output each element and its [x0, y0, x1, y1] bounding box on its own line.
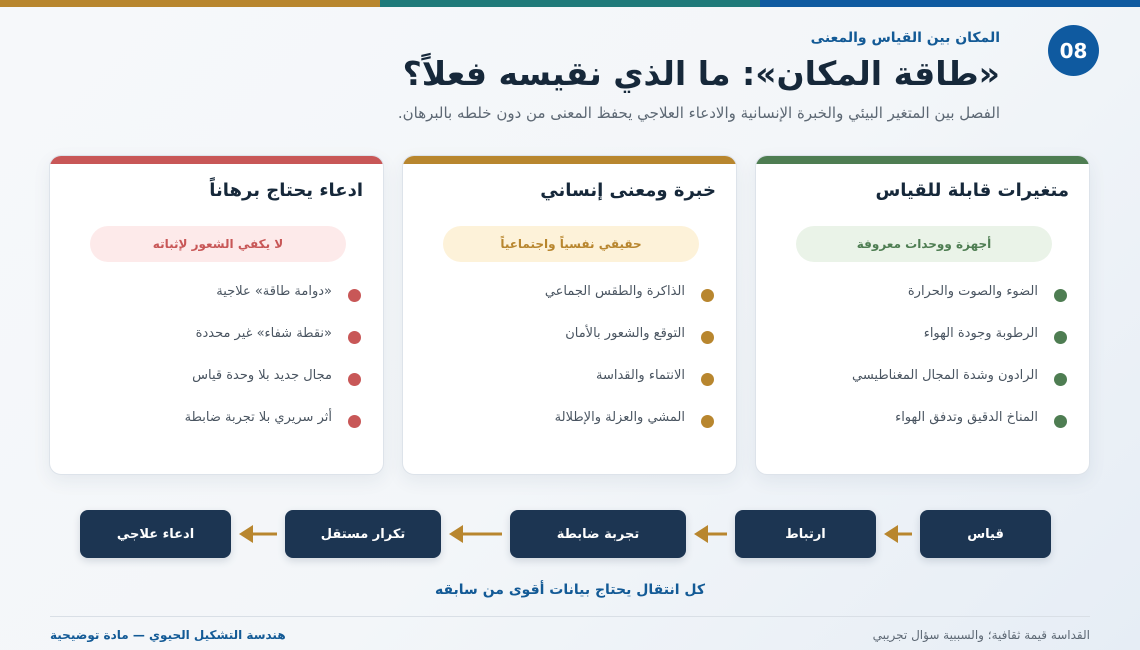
bullet-dot-icon [1054, 373, 1067, 386]
list-item [545, 368, 714, 410]
list-item-text: «دوامة طاقة» علاجية [216, 284, 332, 299]
section-kicker: المكان بين القياس والمعنى [810, 30, 1000, 46]
bullet-dot-icon [701, 331, 714, 344]
flow-step-therapeutic-claim: ادعاء علاجي [80, 510, 231, 558]
top-bar-segment-blue [760, 0, 1140, 7]
list-item [852, 410, 1067, 452]
list-item-text: الضوء والصوت والحرارة [907, 284, 1038, 299]
flow-arrow-left-icon [239, 524, 277, 544]
bullet-dot-icon [701, 373, 714, 386]
list-item-text: الرادون وشدة المجال المغناطيسي [851, 368, 1038, 383]
list-item [185, 410, 361, 452]
footer-note: القداسة قيمة ثقافية؛ والسببية سؤال تجريبي [872, 628, 1090, 642]
card-tag-pill: لا يكفي الشعور لإثباته [90, 226, 346, 262]
flow-step-measurement: قياس [920, 510, 1051, 558]
card-title: خبرة ومعنى إنساني [540, 180, 716, 201]
card-tag-pill: أجهزة ووحدات معروفة [796, 226, 1052, 262]
top-bar-segment-gold [0, 0, 380, 7]
list-item-text: أثر سريري بلا تجربة ضابطة [184, 410, 332, 425]
flow-step-controlled-trial: تجربة ضابطة [510, 510, 686, 558]
list-item-text: الانتماء والقداسة [595, 368, 685, 383]
card-accent-bar [756, 156, 1089, 164]
list-item [545, 326, 714, 368]
card-accent-bar [50, 156, 383, 164]
bullet-dot-icon [1054, 331, 1067, 344]
card-measurable-variables [755, 155, 1090, 475]
list-item [545, 410, 714, 452]
list-item-text: الذاكرة والطقس الجماعي [544, 284, 685, 299]
bullet-dot-icon [701, 289, 714, 302]
card-item-list [185, 284, 361, 452]
footer-source: هندسة التشكيل الحيوي — مادة توضيحية [50, 628, 286, 642]
bullet-dot-icon [1054, 415, 1067, 428]
card-claim-needs-proof [49, 155, 384, 475]
top-bar-segment-teal [380, 0, 760, 7]
card-human-experience [402, 155, 737, 475]
card-item-list [545, 284, 714, 452]
list-item-text: المناخ الدقيق وتدفق الهواء [895, 410, 1038, 425]
list-item-text: المشي والعزلة والإطلالة [554, 410, 685, 425]
list-item-text: «نقطة شفاء» غير محددة [195, 326, 332, 341]
page-title: «طاقة المكان»: ما الذي نقيسه فعلاً؟ [402, 54, 1000, 93]
bullet-dot-icon [701, 415, 714, 428]
list-item-text: الرطوبة وجودة الهواء [923, 326, 1038, 341]
card-title: ادعاء يحتاج برهاناً [209, 180, 363, 201]
flow-arrow-left-icon [884, 524, 912, 544]
footer-divider [50, 616, 1090, 617]
list-item [852, 368, 1067, 410]
flow-step-independent-replication: تكرار مستقل [285, 510, 441, 558]
flow-step-correlation: ارتباط [735, 510, 876, 558]
list-item [185, 368, 361, 410]
bullet-dot-icon [1054, 289, 1067, 302]
top-color-bar [0, 0, 1140, 7]
list-item [852, 284, 1067, 326]
bullet-dot-icon [348, 331, 361, 344]
list-item-text: التوقع والشعور بالأمان [565, 326, 685, 341]
flow-arrow-left-icon [694, 524, 727, 544]
bullet-dot-icon [348, 373, 361, 386]
list-item [185, 326, 361, 368]
list-item [185, 284, 361, 326]
card-item-list [852, 284, 1067, 452]
list-item [545, 284, 714, 326]
flow-caption: كل انتقال يحتاج بيانات أقوى من سابقه [434, 582, 706, 598]
card-title: متغيرات قابلة للقياس [875, 180, 1069, 201]
slide-number-badge: 08 [1048, 25, 1099, 76]
card-tag-pill: حقيقي نفسياً واجتماعياً [443, 226, 699, 262]
card-accent-bar [403, 156, 736, 164]
bullet-dot-icon [348, 415, 361, 428]
page-subtitle: الفصل بين المتغير البيئي والخبرة الإنسانية والادعاء العلاجي يحفظ المعنى من دون خلطه بالبرهان. [397, 104, 1000, 122]
bullet-dot-icon [348, 289, 361, 302]
list-item [852, 326, 1067, 368]
list-item-text: مجال جديد بلا وحدة قياس [192, 368, 332, 383]
flow-arrow-left-icon [449, 524, 502, 544]
